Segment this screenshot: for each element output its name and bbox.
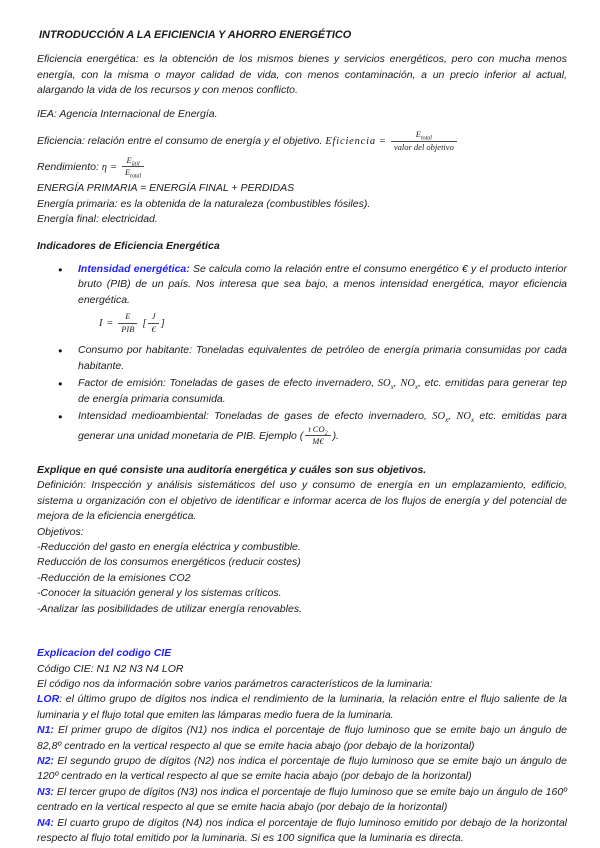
bullet-text [78,262,567,308]
heading-indicadores: Indicadores de Eficiencia Energética [37,240,220,253]
fraction-numerator [122,156,144,168]
definition-energia-final: Energía final: electricidad. [37,212,158,225]
bullet-intensidad-energetica [58,262,567,308]
subscript-x: x [445,416,449,425]
formula-eficiencia-intro: Eficiencia: relación entre el consumo de energía y el objetivo. [37,135,323,148]
heading-codigo-cie: Explicacion del codigo CIE [37,647,172,660]
objetivo-item: -Reducción de la emisiones CO2 [37,571,191,584]
bullet-body: ). [332,429,340,442]
fraction-denominator: M€ [312,436,324,447]
fraction-denominator [122,167,144,181]
math-I: I [99,317,104,329]
fraction-eficiencia [391,130,457,153]
math-NO: NO [456,411,471,423]
eta-symbol: η [101,161,108,173]
keyword-intensidad-energetica: Intensidad energética: [78,262,190,275]
subscript-util: útil [131,161,140,168]
keyword-n4: N4: [37,816,54,829]
equals-sign: = [378,136,386,148]
document-title: INTRODUCCIÓN A LA EFICIENCIA Y AHORRO ENERGÉTICO [39,29,352,41]
bullet-text [78,409,567,447]
keyword-n3: N3: [37,785,54,798]
objetivo-item: -Analizar las posibilidades de utilizar energía renovables. [37,602,302,615]
energy-definitions [37,181,567,227]
formula-rendimiento-intro: Rendimiento: [37,160,99,173]
cie-item-n4 [37,816,567,847]
equals-sign: = [109,161,118,173]
cie-item-text: El segundo grupo de dígitos (N2) nos indica el porcentaje de flujo luminoso que se emite bajo un ángulo de 120º centrado en la vertical respecto al que se emite hacia abajo (por debajo de la horizontal) [37,754,567,783]
formula-eficiencia-lhs: Eficiencia [325,136,376,148]
close-bracket: ] [160,317,165,329]
cie-item-n3 [37,785,567,816]
cie-item-n1 [37,723,567,754]
bullet-icon: ● [58,379,63,389]
heading-auditoria: Explique en qué consiste una auditoría energética y cuáles son sus objetivos. [37,464,427,477]
math-SO: SO [432,411,446,423]
bullet-icon: ● [58,412,63,422]
fraction-E-PIB [118,312,137,335]
math-E: E [415,129,421,140]
separator: , [448,410,457,423]
equals-sign: = [106,317,114,329]
paragraph-eficiencia-energetica: Eficiencia energética: es la obtención de los mismos bienes y servicios energéticos, pero con mucha menos energía, con la misma o mayor calidad de vida, con menos contaminación, a un precio inferior al actual, alargando la vida de los recursos y con menos conflicto. [37,53,567,97]
paragraph-definicion: Definición: Inspección y análisis sistemáticos del uso y consumo de energía en un emplazamiento, edificio, sistema u organización con el objetivo de identificar e informar acerca de los flujos de energía y del potencial de mejora de la eficiencia energética. [37,479,567,523]
separator: , [393,377,401,390]
equation-energia-primaria: ENERGÍA PRIMARIA = ENERGÍA FINAL + PERDIDAS [37,182,295,195]
bullet-icon: ● [58,346,63,356]
fraction-rendimiento [122,156,144,179]
fraction-J-euro [148,312,158,335]
bullet-consumo-por-habitante [58,343,567,374]
keyword-n1: N1: [37,724,54,737]
bullet-text [78,376,567,407]
fraction-numerator [391,130,457,142]
objetivo-item: -Conocer la situación general y los sistemas críticos. [37,587,282,600]
formula-rendimiento [37,156,567,179]
label-objetivos: Objetivos: [37,525,84,538]
bullet-body: etc. emitidas para generar una unidad monetaria de PIB. Ejemplo ( [78,410,567,442]
keyword-n2: N2: [37,754,54,767]
objetivo-item: Reducción de los consumos energéticos (reducir costes) [37,556,301,569]
definition-energia-primaria: Energía primaria: es la obtenida de la naturaleza (combustibles fósiles). [37,197,371,210]
bullet-body: Se calcula como la relación entre el consumo energético € y el producto interior bruto (PIB) de un país. Nos interesa que sea bajo, a menos intensidad energética, mayor eficiencia energética. [78,262,568,306]
bullet-factor-de-emision [58,376,567,407]
cie-item-lor [37,692,567,723]
subscript-x: x [470,416,475,425]
cie-item-n2 [37,754,567,785]
math-E: E [124,167,131,178]
bullet-body: , etc. emitidas para generar tep de energía primaria consumida. [78,377,567,405]
keyword-lor: LOR [37,693,60,706]
math-E: E [126,154,132,165]
formula-intensidad [99,312,567,335]
cie-item-text: El primer grupo de dígitos (N1) nos indica el porcentaje de flujo luminoso que se emite bajo un ángulo de 82,8º centrado en la vertical respecto al que se emite hacia abajo (por debajo de la horizontal) [37,724,567,752]
math-NO: NO [400,378,415,390]
subscript-x: x [390,383,394,392]
line-codigo-cie: Código CIE: N1 N2 N3 N4 LOR [37,662,184,675]
objetivo-item: -Reducción del gasto en energía eléctrica y combustible. [37,541,301,554]
bullet-icon: ● [58,264,63,274]
line-cie-intro: El código nos da información sobre varios parámetros característicos de la luminaria: [37,677,433,690]
open-bracket: [ [142,317,147,329]
bullet-intensidad-medioambiental [58,409,567,447]
subscript-total: total [130,174,142,181]
fraction-numerator: E [118,312,137,324]
math-tCO: t CO [308,423,325,434]
subscript-x: x [414,383,419,392]
cie-item-text: El cuarto grupo de dígitos (N4) nos indica el porcentaje de flujo luminoso emitido por debajo de la horizontal respecto al flujo total emitido por la luminaria. Si es 100 significa que la luminaria es directa. [37,816,567,844]
fraction-numerator [305,425,330,437]
fraction-denominator: valor del objetivo [393,141,454,152]
fraction-denominator: PIB [121,323,135,334]
fraction-denominator: € [151,323,156,334]
cie-item-text: : el último grupo de dígitos nos indica el rendimiento de la luminaria, la relación entre el flujo saliente de la luminaria y el flujo total que emiten las lámparas medio fuera de la luminaria. [37,693,567,721]
indicadores-list [58,262,567,447]
fraction-numerator: J [148,312,158,324]
bullet-body: Intensidad medioambiental: Toneladas de gases de efecto invernadero, [78,410,433,423]
subscript-total: total [420,135,432,142]
math-SO: SO [377,378,391,390]
fraction-tco2-meuro [305,425,330,448]
subscript-2: 2 [324,430,328,437]
formula-eficiencia [37,130,567,153]
bullet-body: Factor de emisión: Toneladas de gases de efecto invernadero, [78,377,378,390]
paragraph-iea: IEA: Agencia Internacional de Energía. [37,107,218,120]
bullet-text: Consumo por habitante: Toneladas equivalentes de petróleo de energía primaria consumidas por cada habitante. [78,344,567,372]
cie-item-text: El tercer grupo de dígitos (N3) nos indica el porcentaje de flujo luminoso que se emite bajo un ángulo de 160º centrado en la vertical respecto al que se emite hacia abajo (por debajo de la horizontal) [37,785,567,814]
